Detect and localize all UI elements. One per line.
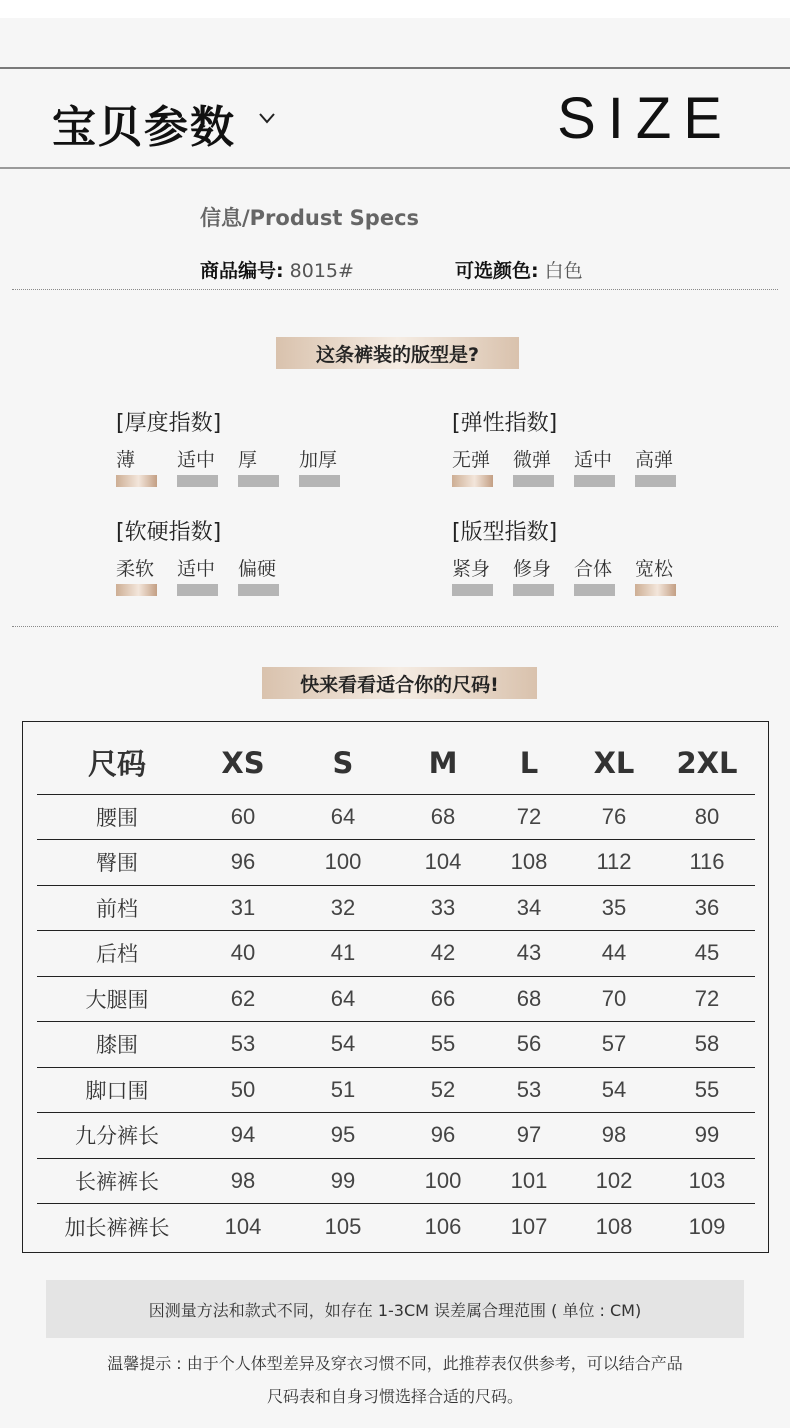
table-cell: 96 [397, 1113, 489, 1159]
index-options [452, 554, 696, 596]
size-header-l: L [489, 732, 569, 794]
index-bar [238, 475, 279, 487]
table-cell: 96 [197, 840, 289, 886]
page-title: 宝贝参数 [52, 102, 236, 153]
size-header-xl: XL [569, 732, 659, 794]
measurement-label: 长裤裤长 [37, 1158, 197, 1204]
table-row [37, 1067, 755, 1113]
table-cell: 57 [569, 1022, 659, 1068]
index-option-label: 高弹 [635, 449, 674, 471]
info-title: 信息/Produst Specs [200, 206, 420, 230]
table-cell: 52 [397, 1067, 489, 1113]
table-row [37, 840, 755, 886]
table-cell: 50 [197, 1067, 289, 1113]
table-cell: 53 [489, 1067, 569, 1113]
table-cell: 102 [569, 1158, 659, 1204]
table-cell: 99 [289, 1158, 397, 1204]
table-cell: 42 [397, 931, 489, 977]
table-row [37, 976, 755, 1022]
thickness-index [116, 406, 360, 487]
index-bar [574, 475, 615, 487]
table-row [37, 1158, 755, 1204]
measurement-label: 九分裤长 [37, 1113, 197, 1159]
index-option [177, 445, 238, 487]
table-cell: 64 [289, 794, 397, 840]
index-option-label: 偏硬 [238, 558, 277, 580]
table-cell: 95 [289, 1113, 397, 1159]
table-cell: 98 [569, 1113, 659, 1159]
index-option-label: 适中 [177, 449, 216, 471]
dotted-divider [12, 289, 778, 290]
table-cell: 100 [289, 840, 397, 886]
size-header-m: M [397, 732, 489, 794]
table-cell: 98 [197, 1158, 289, 1204]
size-banner: 快来看看适合你的尺码! [262, 667, 537, 699]
index-option-label: 修身 [513, 558, 552, 580]
table-cell: 94 [197, 1113, 289, 1159]
size-chart [22, 721, 769, 1253]
table-cell: 41 [289, 931, 397, 977]
table-cell: 72 [659, 976, 755, 1022]
tip-line-2: 尺码表和自身习惯选择合适的尺码。 [266, 1387, 523, 1406]
table-cell: 32 [289, 885, 397, 931]
table-cell: 97 [489, 1113, 569, 1159]
index-option [574, 445, 635, 487]
section-header [0, 67, 790, 169]
index-options [452, 445, 696, 487]
index-option-label: 适中 [574, 449, 613, 471]
table-cell: 66 [397, 976, 489, 1022]
index-option-label: 紧身 [452, 558, 491, 580]
index-option [238, 445, 299, 487]
table-cell: 101 [489, 1158, 569, 1204]
index-option [513, 445, 574, 487]
index-option-label: 厚 [238, 449, 258, 471]
index-bar-selected [116, 584, 157, 596]
color-label: 可选颜色: [455, 260, 539, 282]
index-title: [厚度指数] [116, 411, 222, 436]
index-title: [软硬指数] [116, 520, 222, 545]
table-cell: 68 [397, 794, 489, 840]
size-heading: SIZE [557, 86, 734, 151]
size-header-2xl: 2XL [659, 732, 755, 794]
index-option-label: 适中 [177, 558, 216, 580]
table-cell: 55 [659, 1067, 755, 1113]
table-cell: 100 [397, 1158, 489, 1204]
index-option-label: 宽松 [635, 558, 674, 580]
table-cell: 51 [289, 1067, 397, 1113]
table-cell: 54 [289, 1022, 397, 1068]
table-cell: 108 [489, 840, 569, 886]
table-cell: 35 [569, 885, 659, 931]
measurement-label: 膝围 [37, 1022, 197, 1068]
measurement-label: 大腿围 [37, 976, 197, 1022]
index-option-label: 无弹 [452, 449, 491, 471]
measurement-label: 后档 [37, 931, 197, 977]
softness-index [116, 515, 299, 596]
table-cell: 107 [510, 1213, 548, 1239]
sku-row [200, 256, 354, 283]
index-title: [弹性指数] [452, 411, 558, 436]
table-cell: 43 [489, 931, 569, 977]
measurement-note: 因测量方法和款式不同，如存在 1-3CM 误差属合理范围 ( 单位 : CM) [46, 1280, 744, 1338]
table-cell: 62 [197, 976, 289, 1022]
table-cell: 80 [659, 794, 755, 840]
index-bar-selected [452, 475, 493, 487]
index-option [635, 445, 696, 487]
table-cell: 33 [397, 885, 489, 931]
table-cell: 104 [224, 1213, 262, 1239]
table-cell: 34 [489, 885, 569, 931]
table-cell: 53 [197, 1022, 289, 1068]
fit-index [452, 515, 696, 596]
index-bar [177, 475, 218, 487]
table-cell: 103 [659, 1158, 755, 1204]
color-value: 白色 [544, 260, 583, 282]
table-cell: 70 [569, 976, 659, 1022]
index-option-label: 柔软 [116, 558, 155, 580]
measurement-label: 臀围 [37, 840, 197, 886]
table-row [37, 1022, 755, 1068]
measurement-label: 脚口围 [37, 1067, 197, 1113]
table-cell: 31 [197, 885, 289, 931]
top-strip [0, 0, 790, 18]
index-option [513, 554, 574, 596]
table-cell: 99 [659, 1113, 755, 1159]
index-bar [635, 475, 676, 487]
size-header-s: S [289, 732, 397, 794]
table-cell: 45 [659, 931, 755, 977]
table-cell: 56 [489, 1022, 569, 1068]
size-column-header: 尺码 [37, 732, 197, 794]
sku-label: 商品编号: [200, 260, 284, 282]
fit-banner: 这条裤装的版型是? [276, 337, 519, 369]
table-cell: 76 [569, 794, 659, 840]
table-cell: 108 [595, 1213, 633, 1239]
table-cell: 54 [569, 1067, 659, 1113]
measurement-label: 加长裤裤长 [64, 1215, 170, 1240]
color-row [455, 256, 583, 283]
table-cell: 44 [569, 931, 659, 977]
table-row [37, 1113, 755, 1159]
index-option [452, 445, 513, 487]
measurement-label: 腰围 [37, 794, 197, 840]
index-option [116, 445, 177, 487]
index-bar [238, 584, 279, 596]
table-cell: 68 [489, 976, 569, 1022]
index-option [238, 554, 299, 596]
index-option [452, 554, 513, 596]
index-title: [版型指数] [452, 520, 558, 545]
index-option [116, 554, 177, 596]
table-cell: 105 [324, 1213, 362, 1239]
size-header-xs: XS [197, 732, 289, 794]
index-option [299, 445, 360, 487]
table-cell: 112 [569, 840, 659, 886]
elasticity-index [452, 406, 696, 487]
table-cell: 116 [659, 840, 755, 886]
size-table [37, 732, 755, 1249]
table-row [37, 931, 755, 977]
index-option [574, 554, 635, 596]
table-cell: 72 [489, 794, 569, 840]
table-row [37, 885, 755, 931]
index-bar [513, 584, 554, 596]
table-cell: 64 [289, 976, 397, 1022]
index-bar-selected [635, 584, 676, 596]
index-option-label: 薄 [116, 449, 136, 471]
table-cell: 60 [197, 794, 289, 840]
index-option-label: 微弹 [513, 449, 552, 471]
index-options [116, 445, 360, 487]
table-cell: 55 [397, 1022, 489, 1068]
index-bar [452, 584, 493, 596]
table-cell: 104 [397, 840, 489, 886]
index-bar [513, 475, 554, 487]
index-options [116, 554, 299, 596]
measurement-label: 前档 [37, 885, 197, 931]
dotted-divider [12, 626, 778, 627]
index-bar [574, 584, 615, 596]
table-cell: 40 [197, 931, 289, 977]
table-cell: 109 [688, 1213, 726, 1239]
index-option-label: 加厚 [299, 449, 338, 471]
table-cell: 58 [659, 1022, 755, 1068]
table-row [37, 1204, 755, 1250]
table-cell: 106 [424, 1213, 462, 1239]
chevron-down-icon[interactable] [258, 109, 276, 127]
table-row [37, 794, 755, 840]
table-header-row [37, 732, 755, 794]
table-cell: 36 [659, 885, 755, 931]
index-bar [299, 475, 340, 487]
sku-value: 8015# [289, 260, 354, 282]
index-option [635, 554, 696, 596]
index-option-label: 合体 [574, 558, 613, 580]
index-option [177, 554, 238, 596]
index-bar [177, 584, 218, 596]
tip-line-1: 温馨提示 : 由于个人体型差异及穿衣习惯不同，此推荐表仅供参考，可以结合产品 [107, 1354, 683, 1373]
index-bar-selected [116, 475, 157, 487]
